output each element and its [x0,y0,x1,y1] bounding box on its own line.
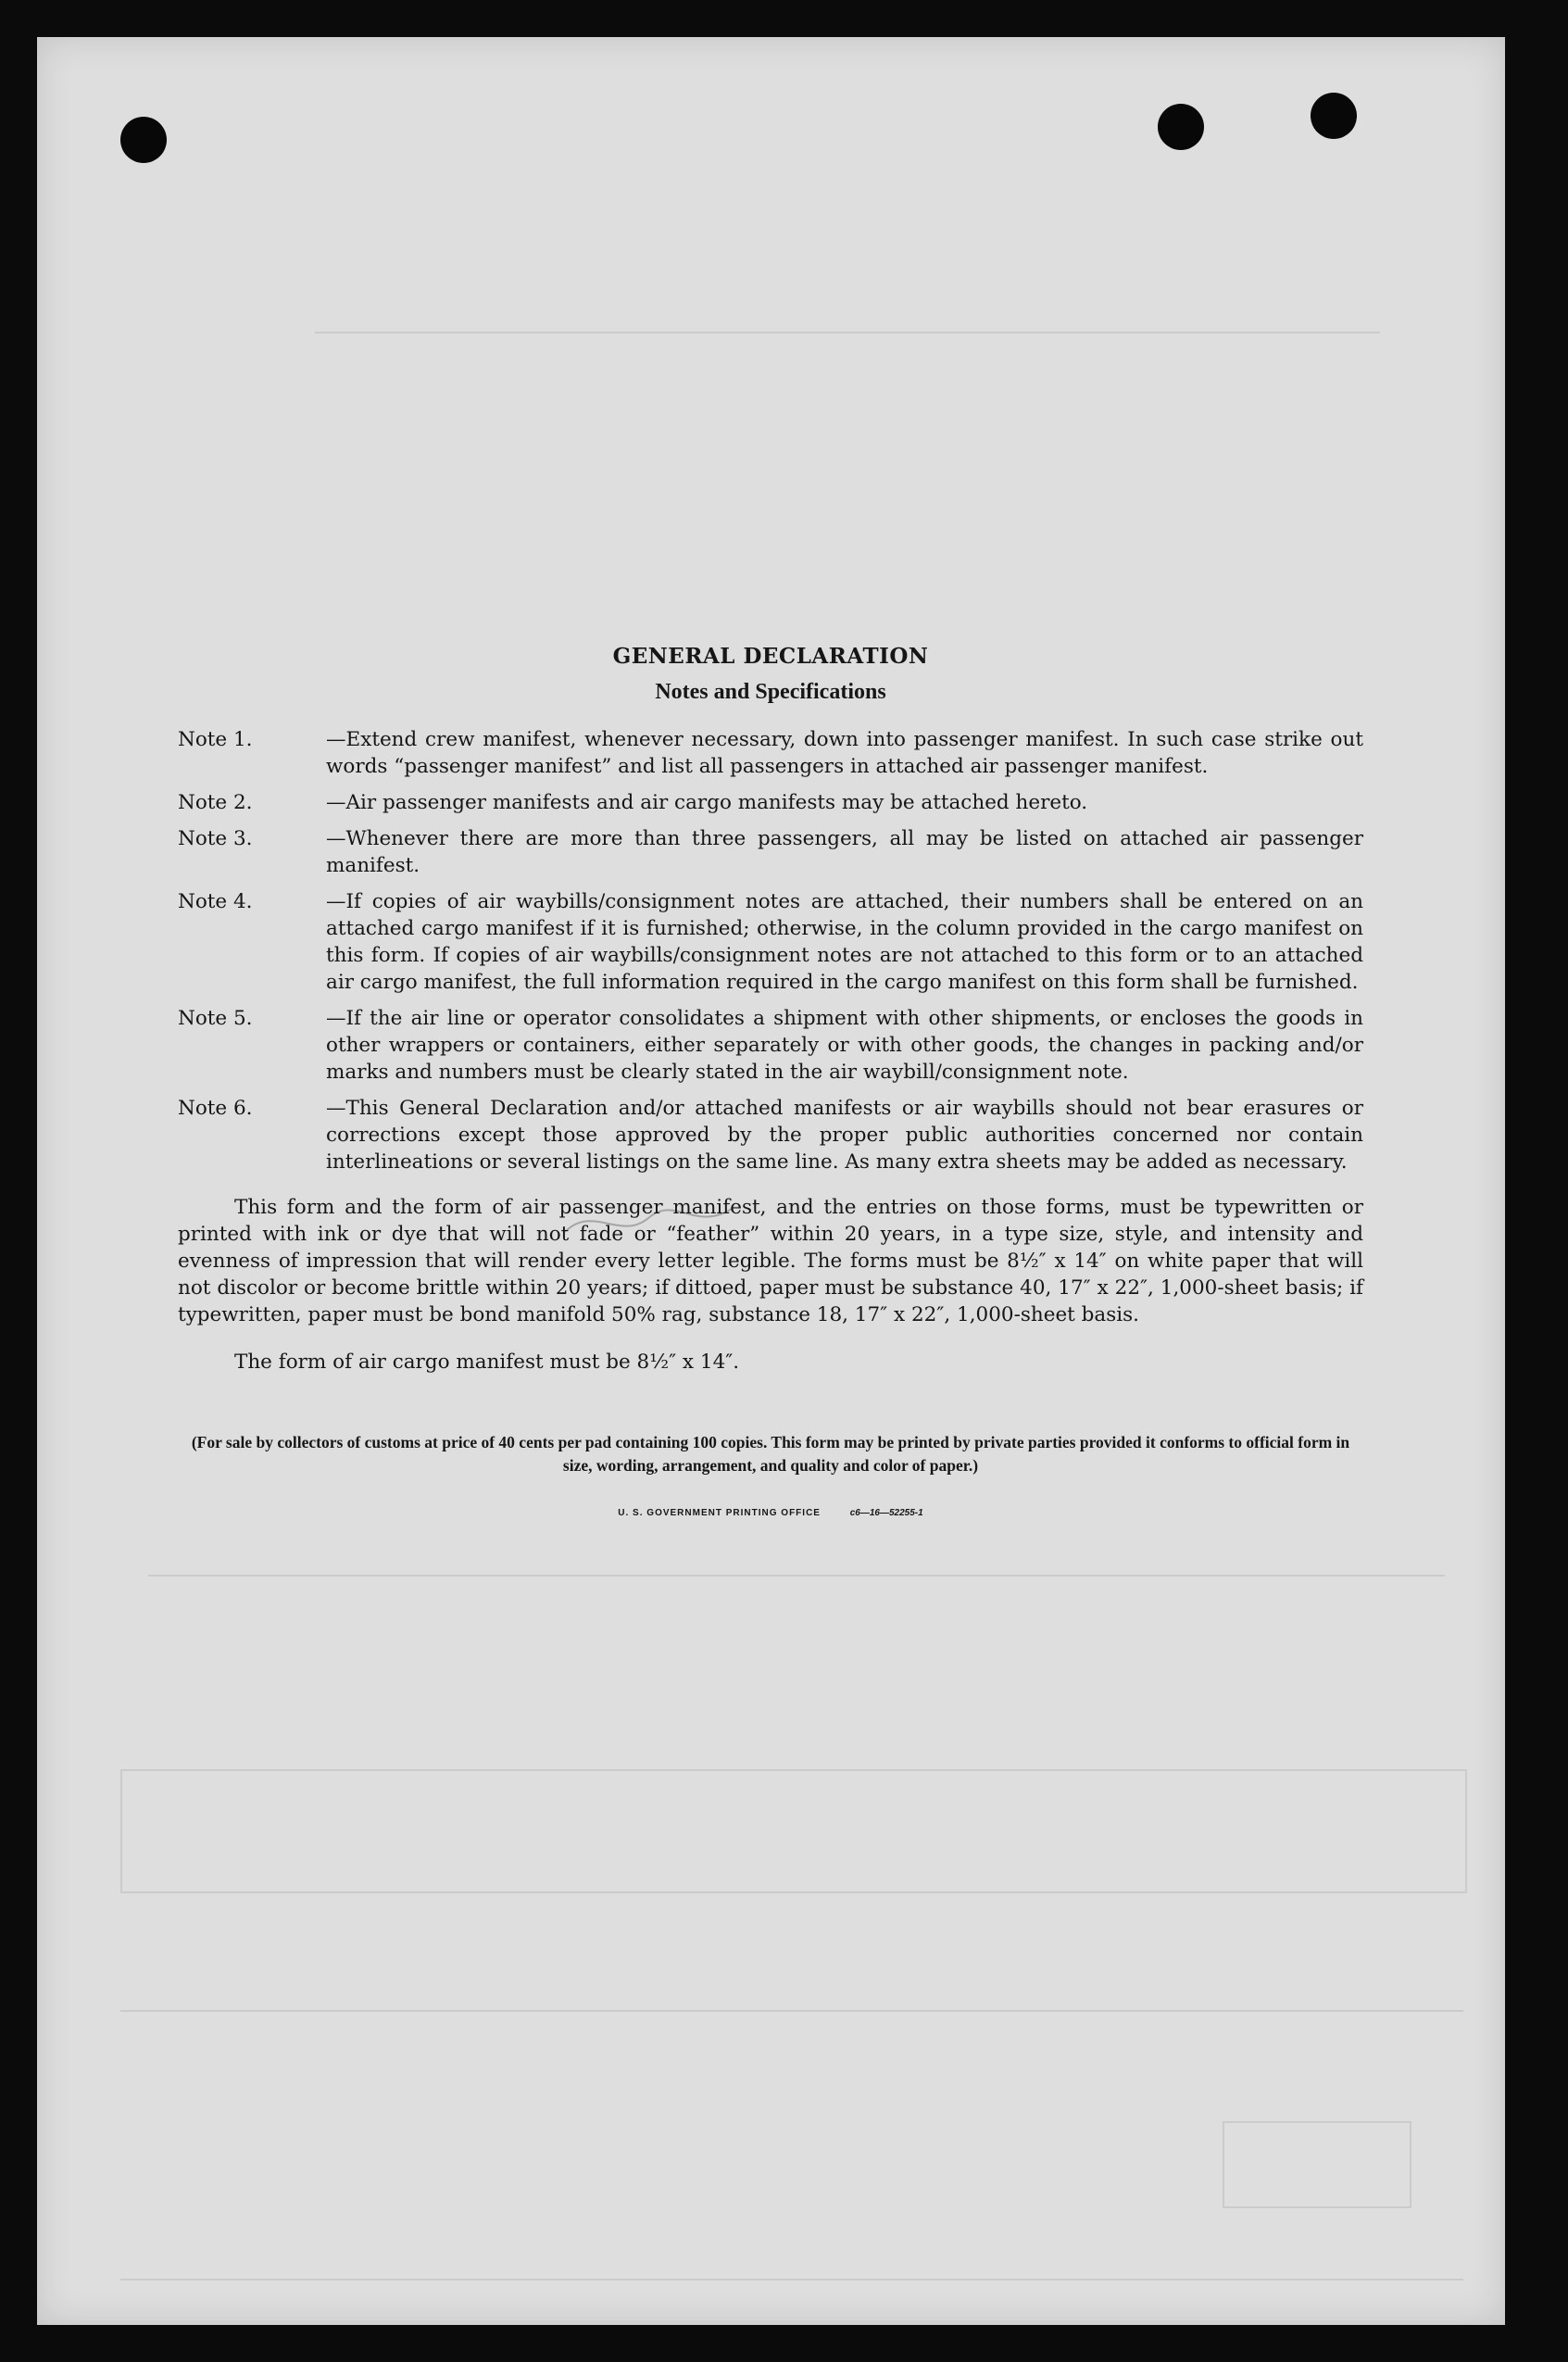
bleed-through-line [148,1575,1445,1577]
note-label: Note 4. [178,890,253,913]
note-6 [178,1095,1363,1175]
note-label: Note 5. [178,1007,253,1030]
note-label: Note 3. [178,827,253,850]
document-subtitle: Notes and Specifications [655,680,886,704]
note-text: —If copies of air waybills/consignment notes are attached, their numbers shall be entered on an attached cargo manifest if it is furnished; otherwise, in the column provided in the cargo manifest on this form. If copies of air waybills/consignment notes are not attached to this form or to an attached air cargo manifest, the full information required in the cargo manifest on this form shall be furnished. [326,890,1363,994]
bleed-through-line [120,2010,1463,2012]
note-3 [178,825,1363,879]
punch-hole [1311,93,1357,139]
note-text: —Air passenger manifests and air cargo manifests may be attached hereto. [326,791,1088,814]
print-code: c6—16—52255-1 [849,1507,923,1518]
note-text: —Whenever there are more than three passengers, all may be listed on attached air passenger manifest. [326,827,1363,877]
form-requirements-paragraph: This form and the form of air passenger manifest, and the entries on those forms, must be typewritten or printed with ink or dye that will not fade or “feather” within 20 years, in a type size, style, and intensity and evenness of impression that will render every letter legible. The forms must be 8½″ x 14″ on white paper that will not discolor or become brittle within 20 years; if dittoed, paper must be substance 40, 17″ x 22″, 1,000-sheet basis; if typewritten, paper must be bond manifold 50% rag, substance 18, 17″ x 22″, 1,000-sheet basis. [178,1196,1363,1326]
sale-notice: (For sale by collectors of customs at price of 40 cents per pad containing 100 copies. This form may be printed by private parties provided it conforms to official form in size, wording, arrangement, and quality and color of paper.) [191,1432,1350,1475]
note-text: —Extend crew manifest, whenever necessary, down into passenger manifest. In such case strike out words “passenger manifest” and list all passengers in attached air passenger manifest. [326,728,1363,778]
cargo-manifest-size: The form of air cargo manifest must be 8½″ x 14″. [234,1350,740,1374]
bleed-through-line [315,332,1380,333]
bleed-through-box [1223,2121,1411,2208]
notes-and-specifications [178,643,1363,1527]
printer-name: U. S. GOVERNMENT PRINTING OFFICE [618,1507,821,1518]
note-5 [178,1005,1363,1086]
note-text: —If the air line or operator consolidates a shipment with other shipments, or encloses the goods in other wrappers or containers, either separately or with other goods, the changes in packing and/or marks and numbers must be clearly stated in the air waybill/consignment note. [326,1007,1363,1084]
printer-imprint [178,1500,1363,1527]
note-1 [178,726,1363,780]
note-2 [178,789,1363,816]
punch-hole [120,117,167,163]
note-label: Note 6. [178,1097,253,1120]
note-4 [178,888,1363,996]
note-label: Note 2. [178,791,253,814]
punch-hole [1158,104,1204,150]
bleed-through-line [120,2279,1463,2280]
document-title: GENERAL DECLARATION [612,644,929,669]
bleed-through-table [120,1769,1467,1893]
note-label: Note 1. [178,728,253,751]
note-text: —This General Declaration and/or attached manifests or air waybills should not bear erasures or corrections except those approved by the proper public authorities concerned nor contain interlineations or several listings on the same line. As many extra sheets may be added as necessary. [326,1097,1363,1174]
